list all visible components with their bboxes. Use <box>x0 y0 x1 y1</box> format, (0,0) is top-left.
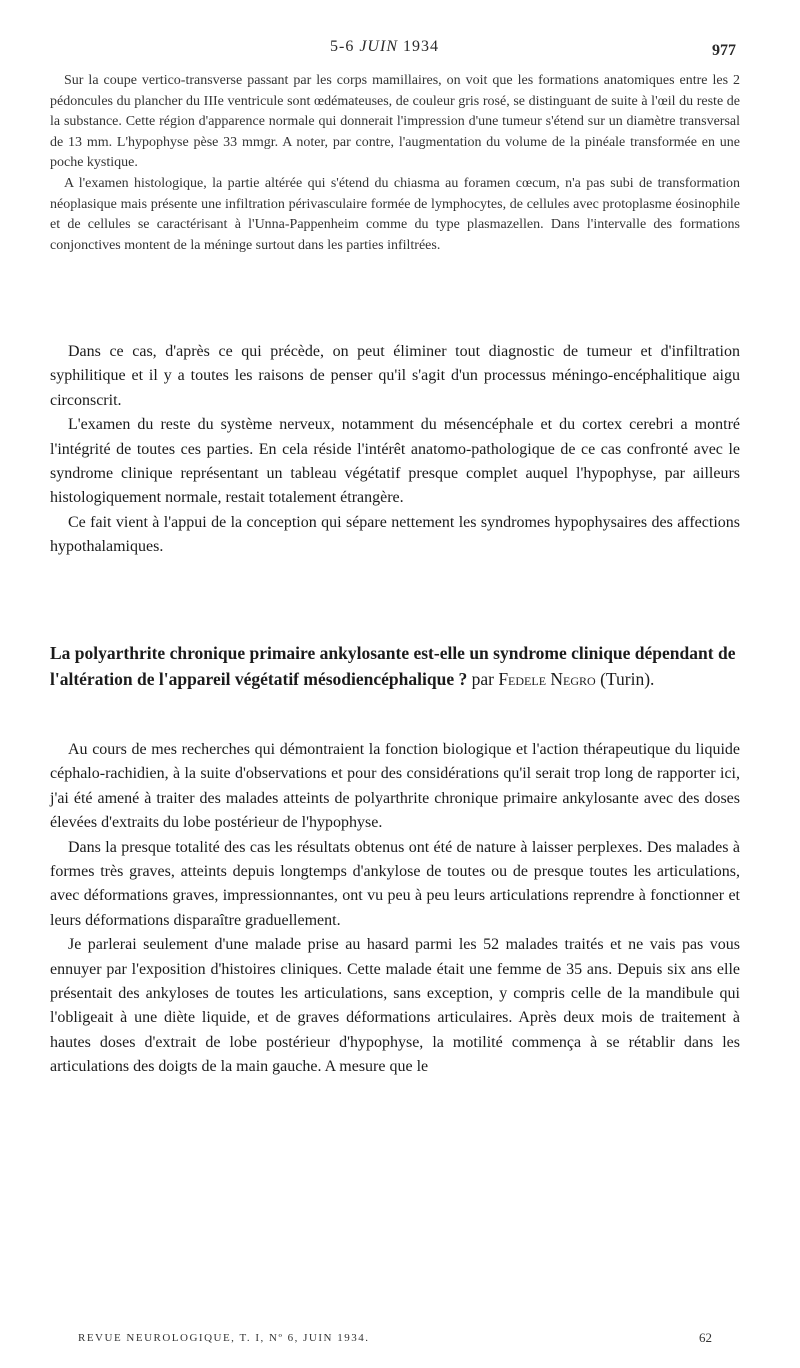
case-conclusion <box>50 340 740 560</box>
article-body <box>50 738 740 1080</box>
conclusion-paragraph: Dans ce cas, d'après ce qui précède, on peut éliminer tout diagnostic de tumeur et d'infiltration syphilitique et il y a toutes les raisons de penser qu'il s'agit d'un processus méningo-encéphalitique aigu circonscrit. <box>50 343 740 409</box>
date-days: 5-6 <box>330 38 355 55</box>
conclusion-paragraph: L'examen du reste du système nerveux, notamment du mésencéphale et du cortex cerebri a montré l'intégrité de toutes ces parties. En cela réside l'intérêt anatomo-pathologique de ce cas confronté avec le syndrome clinique représentant un tableau végétatif presque complet auquel l'hypophyse, par ailleurs histologiquement normale, restait totalement étrangère. <box>50 416 740 507</box>
author-city: (Turin). <box>600 669 655 689</box>
page-footer <box>0 1332 800 1352</box>
previous-case-report-end <box>50 71 740 256</box>
article-heading <box>50 640 740 692</box>
article-byline <box>472 669 655 689</box>
date-year: 1934 <box>402 38 439 55</box>
body-paragraph: Je parlerai seulement d'une malade prise au hasard parmi les 52 malades traités et ne vais pas vous ennuyer par l'exposition d'histoires cliniques. Cette malade était une femme de 35 ans. Depuis six ans elle présentait des ankyloses de toutes les articulations, sans exception, y compris celle de la mandibule qui l'obligeait à une diète liquide, et de graves déformations articulaires. Après deux mois de traitement à hautes doses d'extrait de lobe postérieur d'hypophyse, la motilité commença à se rétablir dans les articulations des doigts de la main gauche. A mesure que le <box>50 936 740 1076</box>
page-number: 977 <box>712 42 736 59</box>
signature-mark: 62 <box>699 1330 712 1345</box>
issue-date <box>330 38 439 56</box>
date-month: JUIN <box>359 38 398 55</box>
body-paragraph: Au cours de mes recherches qui démontraient la fonction biologique et l'action thérapeutique du liquide céphalo-rachidien, à la suite d'observations et pour des considérations qu'il serait trop long de rapporter ici, j'ai été amené à traiter des malades atteints de polyarthrite chronique primaire ankylosante avec des doses élevées d'extraits du lobe postérieur de l'hypophyse. <box>50 741 740 832</box>
conclusion-paragraph: Ce fait vient à l'appui de la conception qui sépare nettement les syndromes hypophysaires des affections hypothalamiques. <box>50 513 740 556</box>
body-paragraph: Dans la presque totalité des cas les résultats obtenus ont été de nature à laisser perplexes. Des malades à formes très graves, atteints depuis longtemps d'ankylose de toutes ou de presque toutes les articulations, avec déformations graves, impressionnantes, ont vu peu à peu leurs articulations reprendre à fonctionner et leurs déformations disparaître graduellement. <box>50 838 740 929</box>
article-title: La polyarthrite chronique primaire ankylosante est-elle un syndrome clinique dépendant de l'altération de l'appareil végétatif mésodiencéphalique ? <box>50 643 736 689</box>
small-paragraph-macroscopy: Sur la coupe vertico-transverse passant par les corps mamillaires, on voit que les formations anatomiques entre les 2 pédoncules du plancher du IIIe ventricule sont œdémateuses, de couleur gris rosé, se distinguant de suite à l'œil du reste de la substance. Cette région d'apparence normale qui donnerait l'impression d'une tumeur s'étend sur un diamètre transversal de 13 mm. L'hypophyse pèse 33 mmgr. A noter, par contre, l'augmentation du volume de la pinéale transformée en une poche kystique. <box>50 73 740 171</box>
author-name: Fedele Negro <box>498 669 596 689</box>
small-paragraph-histology: A l'examen histologique, la partie altérée qui s'étend du chiasma au foramen cœcum, n'a pas subi de transformation néoplasique mais présente une infiltration périvasculaire formée de lymphocytes, de cellules avec protoplasme éosinophile et de cellules se caractérisant à l'Unna-Pappenheim comme du type plasmazellen. Dans l'intervalle des formations conjonctives montent de la méninge surtout dans les parties infiltrées. <box>50 175 740 253</box>
byline-by: par <box>471 669 494 689</box>
running-header <box>0 38 800 60</box>
journal-citation: REVUE NEUROLOGIQUE, T. I, Nº 6, JUIN 1934. <box>78 1332 370 1344</box>
